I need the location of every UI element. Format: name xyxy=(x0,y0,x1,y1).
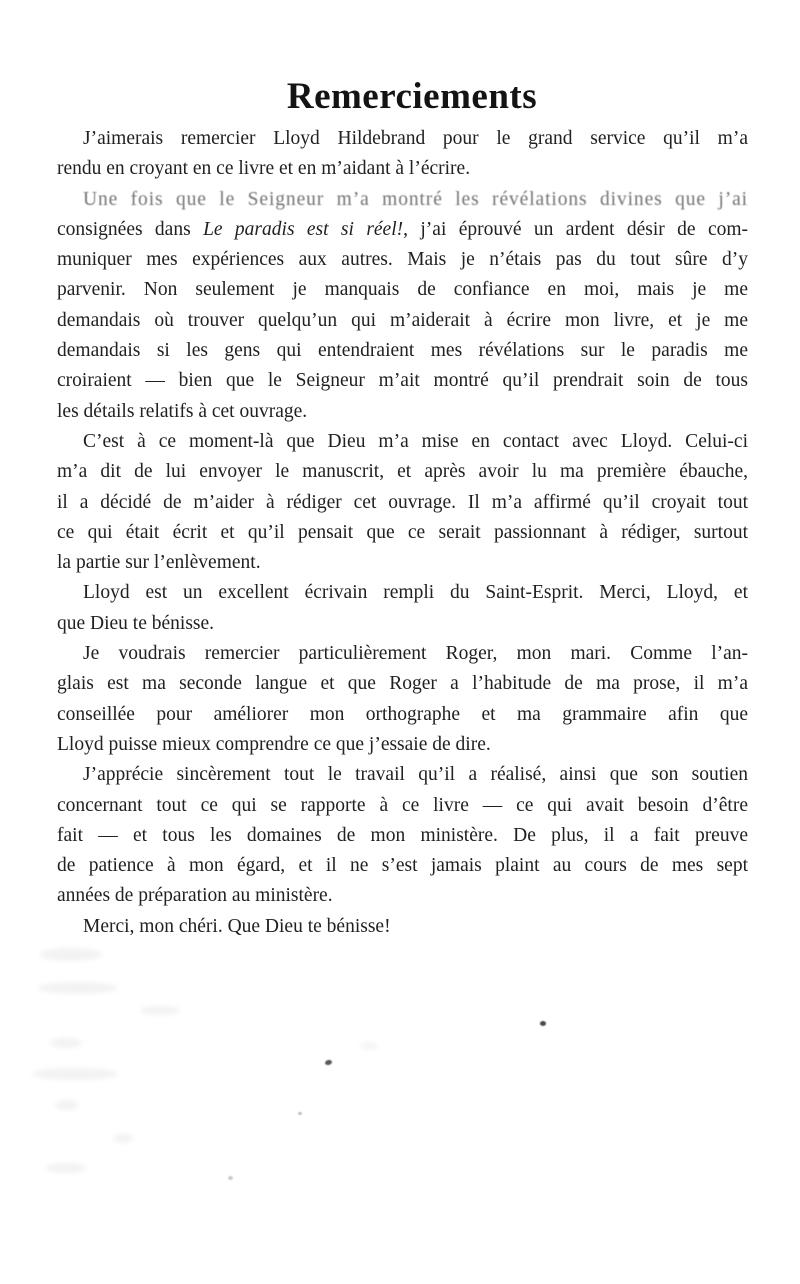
text-line: demandais si les gens qui entendraient mes révélations sur le paradis me xyxy=(57,340,748,362)
scan-artifact xyxy=(50,1038,82,1048)
text-line: de patience à mon égard, et il ne s’est jamais plaint au cours de mes sept xyxy=(57,855,748,877)
text-line: croiraient — bien que le Seigneur m’ait montré qu’il prendrait soin de tous xyxy=(57,370,748,392)
text-line: m’a dit de lui envoyer le manuscrit, et après avoir lu ma première ébauche, xyxy=(57,461,748,483)
text-segment: , j’ai éprouvé un ardent désir de com- xyxy=(403,218,749,240)
text-line: Merci, mon chéri. Que Dieu te bénisse! xyxy=(83,915,391,937)
scan-artifact xyxy=(32,1068,118,1080)
scan-artifact xyxy=(140,1006,180,1015)
text-line: glais est ma seconde langue et que Roger a l’habitude de ma prose, il m’a xyxy=(57,673,748,695)
text-line: Je voudrais remercier particulièrement Roger, mon mari. Comme l’an- xyxy=(83,643,748,665)
text-line: la partie sur l’enlèvement. xyxy=(57,552,261,574)
scan-artifact xyxy=(360,1042,378,1050)
scan-artifact xyxy=(45,1163,87,1173)
ink-speck xyxy=(228,1176,233,1180)
scan-artifact xyxy=(38,982,118,994)
text-line: muniquer mes expériences aux autres. Mais je n’étais pas du tout sûre d’y xyxy=(57,249,748,271)
text-line: demandais où trouver quelqu’un qui m’aiderait à écrire mon livre, et je me xyxy=(57,309,748,331)
body-text xyxy=(57,124,748,942)
ink-speck xyxy=(540,1021,546,1026)
text-line: fait — et tous les domaines de mon ministère. De plus, il a fait preuve xyxy=(57,824,748,846)
scan-artifact xyxy=(55,1100,79,1110)
text-line-faded: Une fois que le Seigneur m’a montré les révélations divines que j’ai xyxy=(83,188,748,210)
text-line: J’apprécie sincèrement tout le travail qu’il a réalisé, ainsi que son soutien xyxy=(83,764,748,786)
text-line: conseillée pour améliorer mon orthographe et ma grammaire afin que xyxy=(57,703,748,725)
text-line: les détails relatifs à cet ouvrage. xyxy=(57,400,308,422)
text-line: concernant tout ce qui se rapporte à ce livre — ce qui avait besoin d’être xyxy=(57,794,748,816)
text-line: rendu en croyant en ce livre et en m’aidant à l’écrire. xyxy=(57,158,471,180)
text-line: J’aimerais remercier Lloyd Hildebrand pour le grand service qu’il m’a xyxy=(83,128,748,149)
text-line: il a décidé de m’aider à rédiger cet ouvrage. Il m’a affirmé qu’il croyait tout xyxy=(57,491,748,513)
text-segment: consignées dans xyxy=(57,218,204,240)
text-line: ce qui était écrit et qu’il pensait que ce serait passionnant à rédiger, surtout xyxy=(57,521,748,543)
page-title: Remerciements xyxy=(286,75,538,117)
book-title-italic: Le paradis est si réel! xyxy=(203,218,404,240)
text-line: Lloyd est un excellent écrivain rempli du Saint-Esprit. Merci, Lloyd, et xyxy=(83,582,748,604)
scan-artifact xyxy=(40,948,102,961)
text-line: que Dieu te bénisse. xyxy=(57,612,215,634)
text-line xyxy=(57,215,748,245)
ink-speck xyxy=(324,1059,332,1066)
text-line: parvenir. Non seulement je manquais de confiance en moi, mais je me xyxy=(57,279,748,301)
ink-speck xyxy=(298,1112,302,1115)
text-line: C’est à ce moment-là que Dieu m’a mise en contact avec Lloyd. Celui-ci xyxy=(83,430,748,452)
scan-artifact xyxy=(113,1134,133,1143)
text-line: années de préparation au ministère. xyxy=(57,885,333,907)
text-line: Lloyd puisse mieux comprendre ce que j’essaie de dire. xyxy=(57,733,491,755)
